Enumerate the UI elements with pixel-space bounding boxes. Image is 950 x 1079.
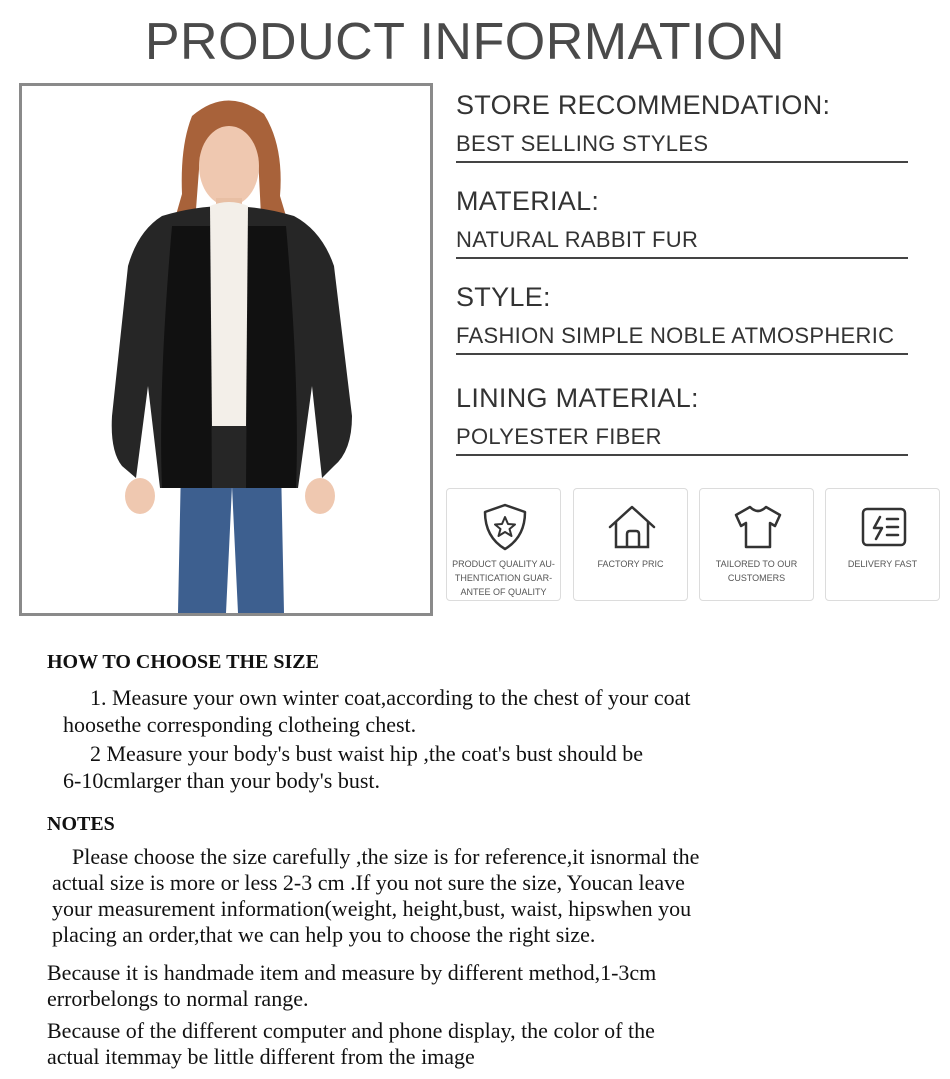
notes-text: Please choose the size carefully ,the size is for reference,it isnormal the bbox=[72, 844, 700, 869]
notes-text: errorbelongs to normal range. bbox=[47, 986, 309, 1011]
feature-label: FACTORY PRIC bbox=[597, 559, 664, 569]
feature-label: DELIVERY FAST bbox=[847, 559, 918, 569]
info-store-recommendation bbox=[456, 90, 908, 163]
notes-text: Because it is handmade item and measure by different method,1-3cm bbox=[47, 960, 657, 985]
shield-star-icon bbox=[479, 501, 531, 553]
info-style bbox=[456, 282, 908, 355]
page-title: PRODUCT INFORMATION bbox=[144, 13, 786, 71]
info-label: LINING MATERIAL: bbox=[456, 383, 699, 413]
feature-label: TAILORED TO OUR CUSTOMERS bbox=[715, 559, 798, 583]
tshirt-icon bbox=[732, 501, 784, 553]
notes-text: your measurement information(weight, height,bust, waist, hipswhen you bbox=[52, 896, 692, 921]
info-value: FASHION SIMPLE NOBLE ATMOSPHERIC bbox=[456, 323, 908, 355]
size-guide-text: hoosethe corresponding clotheing chest. bbox=[63, 712, 417, 737]
size-guide-text: 6-10cmlarger than your body's bust. bbox=[63, 768, 381, 793]
feature-delivery bbox=[825, 488, 940, 601]
size-guide-heading: HOW TO CHOOSE THE SIZE bbox=[47, 651, 319, 673]
feature-label: PRODUCT QUALITY AU-THENTICATION GUAR-ANTEE OF QUALITY bbox=[452, 559, 555, 597]
product-photo bbox=[19, 83, 433, 616]
info-label: STYLE: bbox=[456, 282, 551, 312]
info-value: BEST SELLING STYLES bbox=[456, 131, 908, 163]
info-value: NATURAL RABBIT FUR bbox=[456, 227, 908, 259]
feature-quality bbox=[446, 488, 561, 601]
info-lining-material bbox=[456, 383, 908, 456]
notes-text: actual itemmay be little different from the image bbox=[47, 1044, 475, 1069]
info-value: POLYESTER FIBER bbox=[456, 424, 908, 456]
info-material bbox=[456, 186, 908, 259]
house-icon bbox=[606, 501, 658, 553]
notes-heading: NOTES bbox=[47, 813, 115, 835]
notes-text: Because of the different computer and phone display, the color of the bbox=[47, 1018, 655, 1043]
feature-tailored bbox=[699, 488, 814, 601]
info-label: STORE RECOMMENDATION: bbox=[456, 90, 831, 120]
size-guide-text: 2 Measure your body's bust waist hip ,the coat's bust should be bbox=[90, 741, 643, 766]
info-label: MATERIAL: bbox=[456, 186, 600, 216]
notes-text: actual size is more or less 2-3 cm .If you not sure the size, Youcan leave bbox=[52, 870, 685, 895]
delivery-icon bbox=[858, 501, 910, 553]
size-guide-text: 1. Measure your own winter coat,according to the chest of your coat bbox=[90, 685, 691, 710]
notes-text: placing an order,that we can help you to choose the right size. bbox=[52, 922, 596, 947]
feature-factory-price bbox=[573, 488, 688, 601]
